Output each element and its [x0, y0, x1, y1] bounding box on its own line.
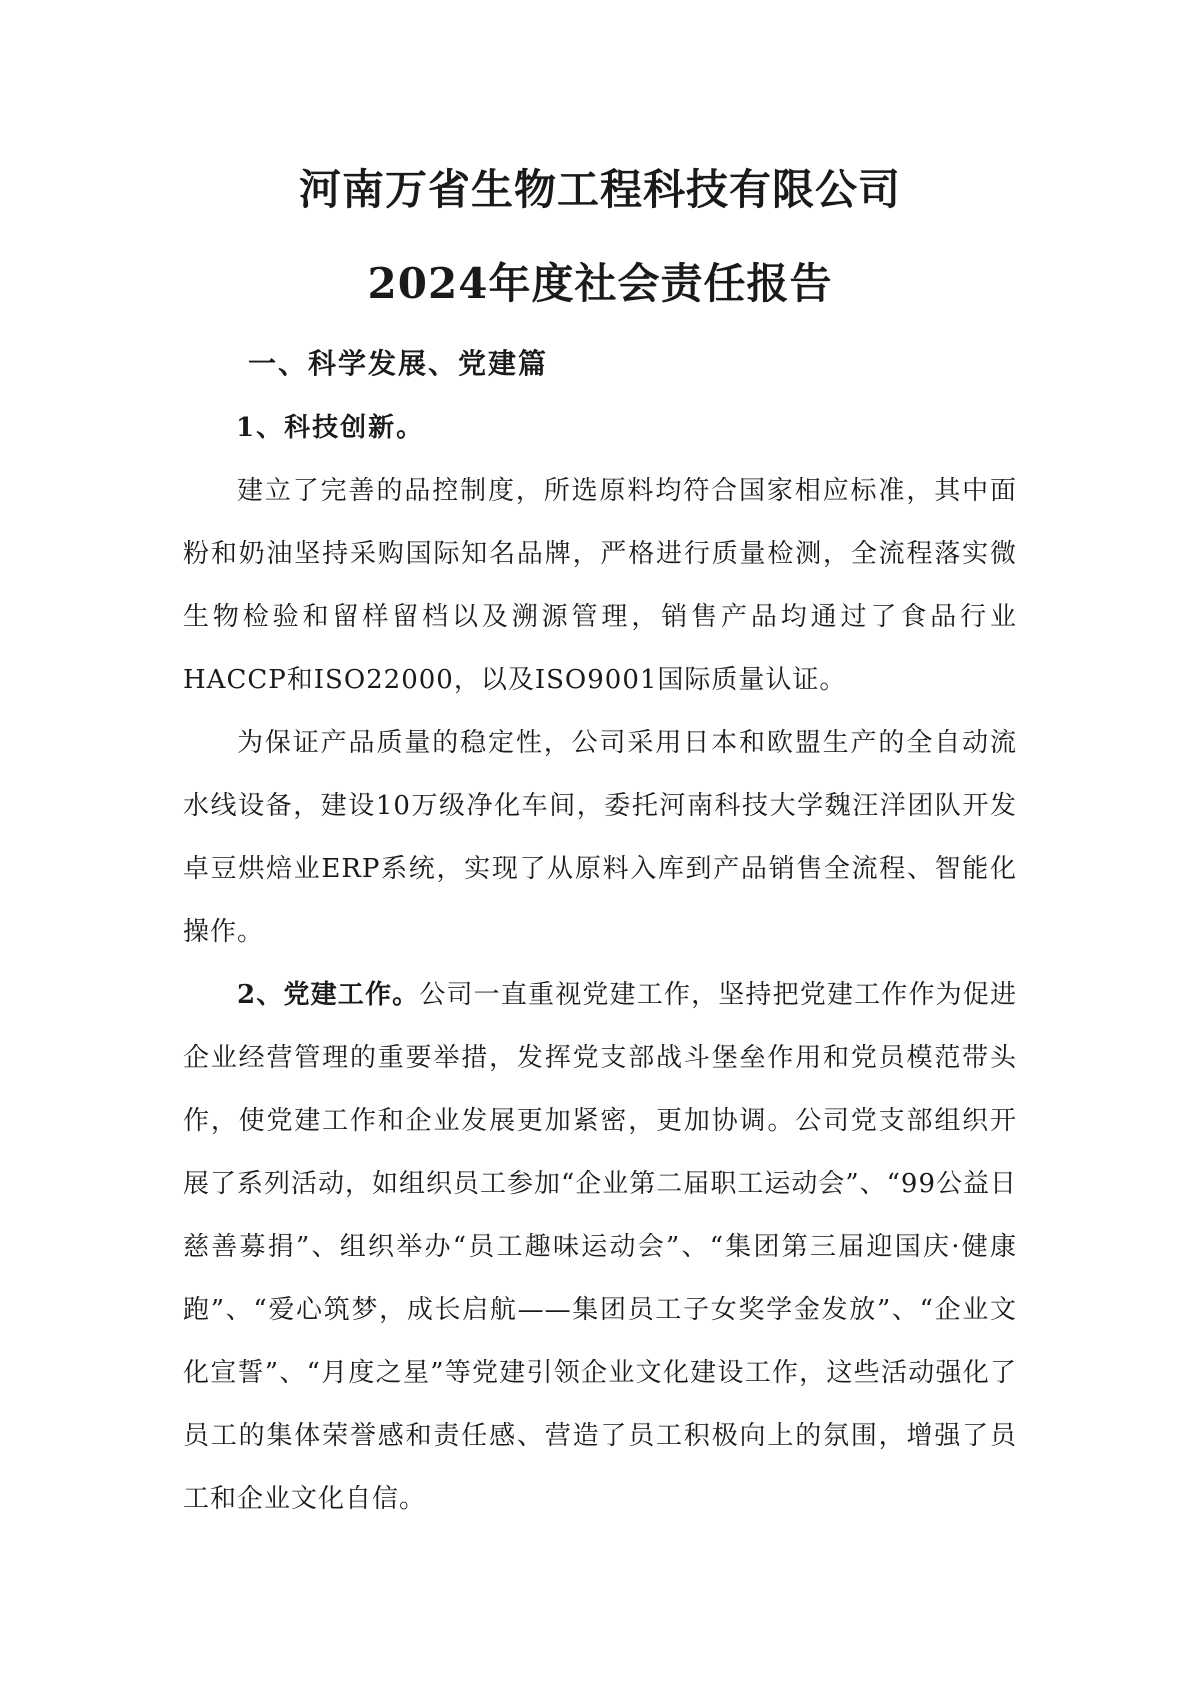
paragraph-quality-control: 建立了完善的品控制度，所选原料均符合国家相应标准，其中面粉和奶油坚持采购国际知名品牌，严格进行质量检测，全流程落实微生物检验和留样留档以及溯源管理，销售产品均通过了食品行业HACCP和ISO22000，以及ISO9001国际质量认证。 [183, 476, 1017, 695]
section-heading: 一、科学发展、党建篇 [248, 347, 549, 380]
report-title-year: 2024年度社会责任报告 [367, 259, 833, 308]
subheading-tech-innovation: 1、科技创新。 [236, 413, 425, 443]
subheading-party-building: 2、党建工作。 [237, 980, 420, 1010]
paragraph-production-equipment: 为保证产品质量的稳定性，公司采用日本和欧盟生产的全自动流水线设备，建设10万级净化车间，委托河南科技大学魏汪洋团队开发卓豆烘焙业ERP系统，实现了从原料入库到产品销售全流程、智能化操作。 [183, 728, 1017, 947]
paragraph-party-building-text: 公司一直重视党建工作，坚持把党建工作作为促进企业经营管理的重要举措，发挥党支部战斗堡垒作用和党员模范带头作，使党建工作和企业发展更加紧密，更加协调。公司党支部组织开展了系列活动，如组织员工参加“企业第二届职工运动会”、“99公益日慈善募捐”、组织举办“员工趣味运动会”、“集团第三届迎国庆·健康跑”、“爱心筑梦，成长启航——集团员工子女奖学金发放”、“企业文化宣誓”、“月度之星”等党建引领企业文化建设工作，这些活动强化了员工的集体荣誉感和责任感、营造了员工积极向上的氛围，增强了员工和企业文化自信。 [183, 980, 1017, 1514]
report-title-company: 河南万省生物工程科技有限公司 [298, 165, 901, 214]
paragraph-party-building [183, 964, 1017, 1531]
